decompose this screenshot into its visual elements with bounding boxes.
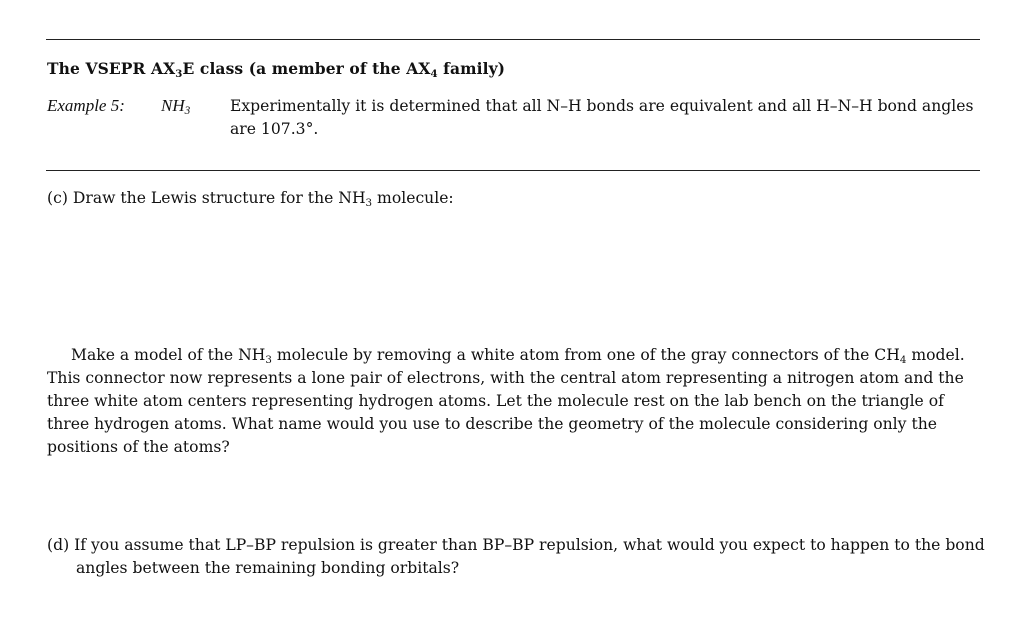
- top-divider: [46, 39, 980, 40]
- section-title: The VSEPR $AX_3E$ class (a member of the $AX_4$ family): [47, 59, 506, 80]
- example-formula: $NH_3$: [161, 96, 191, 118]
- middle-divider: [46, 170, 980, 171]
- question-d: (d) If you assume that LP–BP repulsion is greater than BP–BP repulsion, what would you expect to happen to the bond angles between the remaining bonding orbitals?: [47, 536, 985, 577]
- example-label: Example 5:: [47, 96, 125, 115]
- question-c: (c) Draw the Lewis structure for the $NH_3$ molecule:: [47, 189, 454, 209]
- example-description: Experimentally it is determined that all N–H bonds are equivalent and all H–N–H bond angles are 107.3°.: [230, 97, 974, 138]
- model-instructions: Make a model of the $NH_3$ molecule by removing a white atom from one of the gray connectors of the $CH_4$ model. This connector now represents a lone pair of electrons, with the central atom representing a nitrogen atom and the three white atom centers representing hydrogen atoms. Let the molecule rest on the lab bench on the triangle of three hydrogen atoms. What name would you use to describe the geometry of the molecule considering only the positions of the atoms?: [47, 346, 965, 456]
- lewis-structure-answer-area[interactable]: [47, 212, 982, 332]
